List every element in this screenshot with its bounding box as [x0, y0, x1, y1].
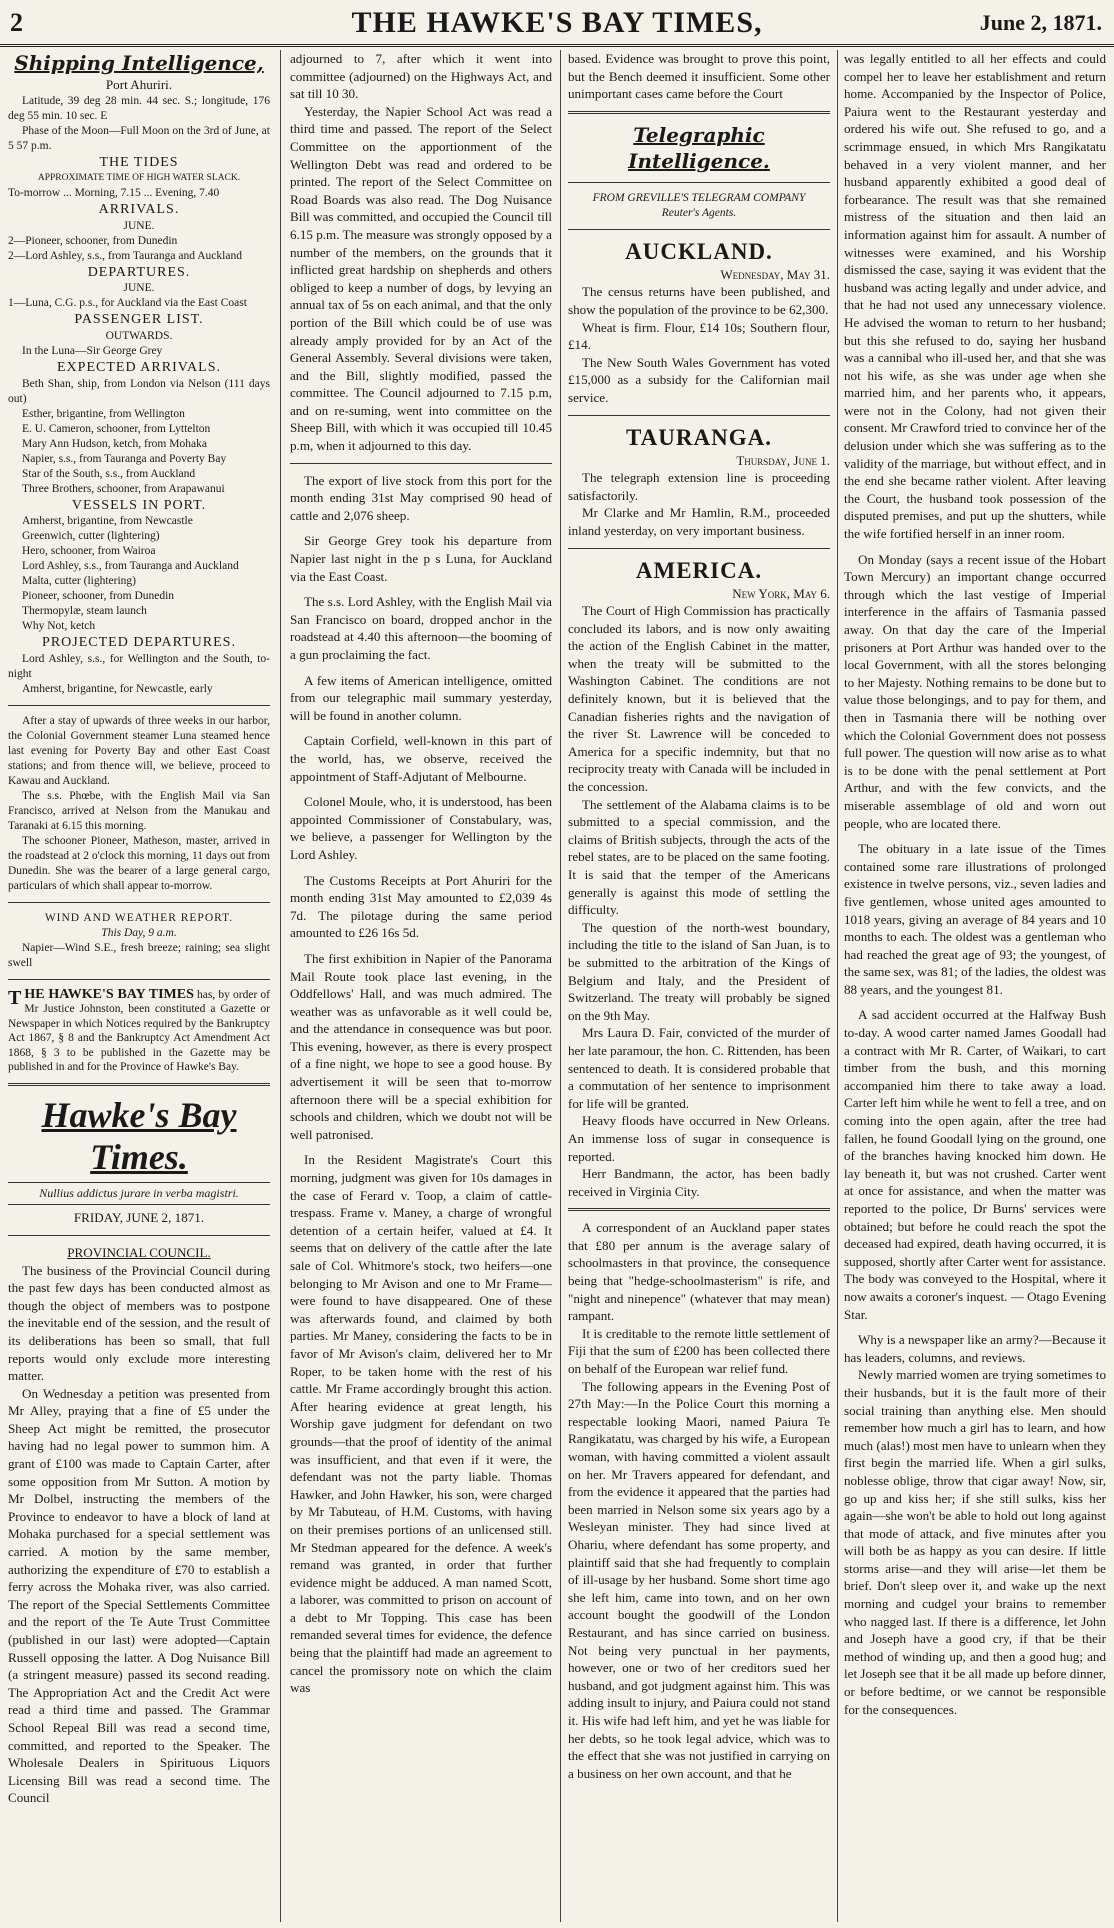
paragraph: After a stay of upwards of three weeks in our harbor, the Colonial Government steamer Luna steamed hence last evening for Poverty Bay and other East Coast stations; and from thence will, we believe, proceed to Kawau and Auckland. — [8, 714, 270, 787]
paragraph: In the Resident Magistrate's Court this morning, judgment was given for 10s damages in the case of Ferard v. Toop, a claim of cattle-trespass. Frame v. Maney, a charge of wrongful detention of a certain heifer, valued at £4. It seems that on delivery of the cattle after the late sale of Col. Whitmore's stock, two heifers—one belonging to Mr Avison and one to Mr Frame—were found to have disappeared. One of these was afterwards found, and claimed by both parties. Mr Maney, considering the facts to be in favor of Mr Avison's claim, delivered her to Mr Roper, to be taken home with the rest of his cattle. Mr Frame accordingly brought this action. After hearing evidence at great length, his Worship gave judgment for defendant on two grounds—that the proof of identity of the animal was insufficient, and that even if it were, the defendant was not the party liable. Thomas Hawker, and John Hawker, his son, were charged by Mr Tabuteau, of H.M. Customs, with having on their premises portions of an unlicensed still. Mr Stedman appeared for the defence. A week's remand was granted, in order that further evidence might be adduced. A man named Scott, a laborer, was committed to prison on account of a debt to Mr Topping. This case has been remanded several times for evidence, the defence being that the plaintiff had made an agreement to cancel the promissory note on which the claim was — [290, 1152, 552, 1696]
paragraph: Wheat is firm. Flour, £14 10s; Southern flour, £14. — [568, 319, 830, 353]
america-heading: AMERICA. — [635, 557, 763, 583]
notice-title: HE HAWKE'S BAY TIMES — [24, 986, 194, 1002]
divider — [8, 902, 270, 903]
latitude-line: Latitude, 39 deg 28 min. 44 sec. S.; longitude, 176 deg 55 min. 10 sec. E — [8, 94, 270, 122]
paragraph: Colonel Moule, who, it is understood, has been appointed Commissioner of Constabulary, was, we believe, a passenger for Wellington by the Lord Ashley. — [290, 794, 552, 862]
column-2 — [290, 50, 552, 1922]
passenger-sub: OUTWARDS. — [105, 329, 173, 342]
column-3 — [568, 50, 830, 1922]
list-item: E. U. Cameron, schooner, from Lyttelton — [22, 422, 211, 435]
divider — [290, 463, 552, 464]
paragraph: The Court of High Commission has practically concluded its labors, and is now only awaiting the action of the English Cabinet in the matter, when the treaty will be submitted to the Washington Cabinet. The conditions are not definitely known, but it is believed that the Canadian fisheries rights and the navigation of the river St. Lawrence will be conceded to America for a specific indemnity, but that no reciprocity treaty with Canada will be included in the concession. — [568, 603, 830, 795]
column-1 — [8, 50, 270, 1922]
divider — [568, 415, 830, 416]
list-item: Beth Shan, ship, from London via Nelson (111 days out) — [8, 377, 270, 405]
arrivals-heading: ARRIVALS. — [98, 202, 180, 218]
column-4 — [844, 50, 1106, 1922]
vessels-heading: VESSELS IN PORT. — [71, 497, 207, 513]
paragraph: Captain Corfield, well-known in this part of the world, has, we observe, received the appointment of Staff-Adjutant of Melbourne. — [290, 733, 552, 784]
weather-line: Napier—Wind S.E., fresh breeze; raining; sea slight swell — [8, 941, 270, 969]
paragraph: Heavy floods have occurred in New Orleans. An immense loss of sugar in consequence is reported. — [568, 1113, 830, 1164]
paragraph: The schooner Pioneer, Matheson, master, arrived in the roadstead at 2 o'clock this morning, 11 days out from Dunedin. She was the bearer of a large general cargo, particulars of which shall appear to-morrow. — [8, 834, 270, 892]
tides-heading: THE TIDES — [99, 154, 179, 170]
tides-note: APPROXIMATE TIME OF HIGH WATER SLACK. — [37, 173, 241, 184]
list-item: 2—Pioneer, schooner, from Dunedin — [8, 234, 178, 247]
paragraph: The first exhibition in Napier of the Panorama Mail Route took place last evening, in the Oddfellows' Hall, and was much admired. The weather was as unfavorable as it well could be, and the attendance in consequence was but poor. This evening, however, as there is every prospect of a fine night, we hope to see a good house. By advertisement it will be seen that to-morrow afternoon there will be a special exhibition for schools and children, which we doubt not will be well patronised. — [290, 950, 552, 1142]
paragraph: A correspondent of an Auckland paper states that £80 per annum is the average salary of schoolmasters in that province, the consequence being that "hedge-schoolmasterism" is rife, and "night and ninepence" (whatever that may mean) rampant. — [568, 1220, 830, 1324]
list-item: Lord Ashley, s.s., for Wellington and the South, to-night — [8, 652, 270, 680]
list-item: Greenwich, cutter (lightering) — [22, 530, 160, 543]
list-item: Hero, schooner, from Wairoa — [22, 545, 156, 558]
list-item: Amherst, brigantine, from Newcastle — [22, 515, 193, 528]
divider — [568, 1208, 830, 1211]
list-item: 2—Lord Ashley, s.s., from Tauranga and Auckland — [8, 249, 242, 262]
list-item: Esther, brigantine, from Wellington — [22, 407, 185, 420]
list-item: Three Brothers, schooner, from Arapawanui — [22, 482, 225, 495]
column-divider — [837, 50, 838, 1922]
paragraph: The obituary in a late issue of the Times contained some rare illustrations of prolonged existence in twelve persons, viz., seven ladies and five gentlemen, whose united ages amounted to 1018 years, giving an average of 84 years and 10 months to each. The oldest was a gentleman who had reached the great age of 93; the youngest, of the same sex, was 81; of the ladies, the oldest was 88 years, and the youngest 81. — [844, 841, 1106, 997]
auckland-heading: AUCKLAND. — [625, 238, 773, 264]
notice-text: has, by order of Mr Justice Johnston, been constituted a Gazette or Newspaper in which Notices required by the Bankruptcy Act 1867, § 8 and the Bankruptcy Act Amendment Act 1868, § 3 to be published in the Gazette may be published in and for the Province of Hawke's Bay. — [8, 988, 270, 1074]
paragraph: Yesterday, the Napier School Act was read a third time and passed. The report of the Select Committee on the apportionment of the Wellington Debt was read and ordered to be printed. The report of the Select Committee on Road Boards was also read. The Dog Nuisance Bill was committed, and occupied the Council till 6.15 p.m. The measure was strongly opposed by a number of the members, on the grounds that it inflicted great hardship on shepherds and others obliged to keep a number of dogs, by levying an annual tax of 5s on each animal, and that the only portion of the Bill which could be of use was already amply provided for by an Act of the General Assembly. Several divisions were taken, and the Bill, slightly modified, passed the committee. The Council adjourned to 7.15 p.m, and on re-suming, went into committee on the Sheep Bill, with which it was occupied till 10.45 p.m, when it adjourned to this day. — [290, 103, 552, 454]
nameplate: Hawke's Bay Times. — [41, 1094, 237, 1177]
paragraph: based. Evidence was brought to prove this point, but the Bench deemed it insufficient. Some other unimportant cases came before the Court — [568, 51, 830, 102]
arrivals-month: JUNE. — [123, 219, 155, 232]
paragraph: The s.s. Lord Ashley, with the English Mail via San Francisco on board, dropped anchor in the roadstead at 4.40 this afternoon—the booming of a gun proclaiming the fact. — [290, 594, 552, 662]
column-divider — [280, 50, 281, 1922]
shipping-heading: Shipping Intelligence, — [14, 51, 264, 75]
dateline: New York, May 6. — [732, 585, 830, 601]
projected-heading: PROJECTED DEPARTURES. — [42, 635, 236, 651]
list-item: Pioneer, schooner, from Dunedin — [22, 590, 175, 603]
divider — [8, 1083, 270, 1086]
telegram-agents: Reuter's Agents. — [661, 206, 737, 219]
weather-time: This Day, 9 a.m. — [101, 926, 177, 939]
paragraph: Mr Clarke and Mr Hamlin, R.M., proceeded inland yesterday, on very important business. — [568, 505, 830, 538]
weather-heading: WIND AND WEATHER REPORT. — [44, 911, 234, 924]
issue-date: FRIDAY, JUNE 2, 1871. — [73, 1210, 205, 1226]
divider — [568, 111, 830, 114]
departures-heading: DEPARTURES. — [87, 264, 191, 280]
list-item: Thermopylæ, steam launch — [22, 605, 147, 618]
moon-phase-line: Phase of the Moon—Full Moon on the 3rd of June, at 5 57 p.m. — [8, 124, 270, 152]
divider — [8, 705, 270, 706]
list-item: Lord Ashley, s.s., from Tauranga and Auckland — [22, 560, 239, 573]
paragraph: On Monday (says a recent issue of the Hobart Town Mercury) an important change occurred through which the last vestige of Imperial interference in the affairs of Tasmania passed away. On that day the care of the Imperial prisoners at Port Arthur was handed over to the local Government, with all the stores belonging to her Majesty. Nothing remains to be done but to value those belongings, and to pay for them, and then in Tasmania there will be nothing over which the Colonial Government does not possess full power. The question will now arise as to what is to be done with the penal settlement at Port Arthur, and with the few convicts, and the miserable assemblage of old and worn out people, who are located there. — [844, 551, 1106, 831]
divider — [568, 548, 830, 549]
paragraph: The business of the Provincial Council during the past few days has been conducted almost as though the object of members was to postpone the inevitable end of the session, and the result of its deliberations has been so small, that full reports would only exclude more interesting matter. — [8, 1262, 270, 1384]
list-item: Napier, s.s., from Tauranga and Poverty Bay — [22, 452, 227, 465]
issue-date-header: June 2, 1871. — [979, 10, 1102, 35]
divider — [568, 229, 830, 230]
dateline: Thursday, June 1. — [736, 452, 830, 468]
port-name: Port Ahuriri. — [105, 77, 173, 92]
divider — [8, 979, 270, 980]
paragraph: The telegraph extension line is proceeding satisfactorily. — [568, 470, 830, 503]
paragraph: Sir George Grey took his departure from Napier last night in the p s Luna, for Auckland via the East Coast. — [290, 533, 552, 584]
paragraph: A few items of American intelligence, omitted from our telegraphic mail summary yesterday, will be found in another column. — [290, 672, 552, 723]
expected-heading: EXPECTED ARRIVALS. — [57, 359, 221, 375]
tauranga-heading: TAURANGA. — [626, 424, 772, 450]
passenger-line: In the Luna—Sir George Grey — [22, 344, 163, 357]
paragraph: The Customs Receipts at Port Ahuriri for the month ending 31st May amounted to £2,039 4s 7d. The pilotage during the same period amounted to £26 16s 5d. — [290, 872, 552, 941]
paragraph: was legally entitled to all her effects and could compel her to leave her establishment and return home. Accompanied by the Inspector of Police, Paiura went to the Restaurant yesterday and ordered his wife out. She refused to go, and a scrimmage ensued, in which Mrs Rangikatatu behaved in a very violent manner, and her husband apparently exhibited a good deal of forbearance. The result was that she remained mistress of the situation and then laid an information against him for assault. A number of witnesses were examined, and his Worship dismissed the case, saying it was evident that the husband was acting legally and under advice, and that he had not used any unnecessary violence. He advised the woman to return to her husband; but this she refused to do, saying her husband was a cannibal who ill-used her, and that she was not his wife, as she was under age when she married him, and her parents who, it appears, were not in the Colony, had not given their consent. Mr Crawford tried to convince her of the delusion under which she was suffering as to the validity of the marriage, but without effect, and in the end she became rather violent. After leaving the Court, the husband took possession of the disputed premises, and put up the shutters, while the wife fortified herself in an inner room. — [844, 51, 1106, 542]
paragraph: It is creditable to the remote little settlement of Fiji that the sum of £200 has been collected there on behalf of the European war relief fund. — [568, 1325, 830, 1377]
list-item: Why Not, ketch — [22, 620, 96, 633]
paragraph: The question of the north-west boundary, including the title to the island of San Juan, is to be submitted to the arbitration of the Kings of Belgium and Italy, and the President of Switzerland. The treaty will probably be signed on the 9th May. — [568, 919, 830, 1023]
paragraph: The census returns have been published, and show the population of the province to be 62,300. — [568, 284, 830, 317]
paragraph: The settlement of the Alabama claims is to be submitted to a special commission, and the claims of British subjects, through the acts of the rebel states, are to be placed on the same footing. It is said that the temper of the Americans generally is against this mode of settling the difficulty. — [568, 796, 830, 918]
paragraph: Herr Bandmann, the actor, has been badly received in Virginia City. — [568, 1166, 830, 1199]
passenger-heading: PASSENGER LIST. — [74, 312, 204, 328]
paragraph: Mrs Laura D. Fair, convicted of the murder of her late paramour, the hon. C. Rittenden, has been sentenced to death. It is considered probable that a commutation of her sentence to imprisonment for life will be granted. — [568, 1025, 830, 1111]
column-divider — [560, 50, 561, 1922]
telegram-company: FROM GREVILLE'S TELEGRAM COMPANY — [592, 191, 806, 204]
list-item: Malta, cutter (lightering) — [22, 575, 137, 588]
gazette-notice — [8, 988, 270, 1075]
page-number: 2 — [10, 8, 23, 37]
council-heading: PROVINCIAL COUNCIL. — [67, 1244, 211, 1260]
paragraph: On Wednesday a petition was presented from Mr Alley, praying that a fine of £5 under the Sheep Act might be remitted, the prosecutor having had no legal power to summon him. A grant of £100 was made to Captain Carter, after some opposition from Mr Sutton. A motion by Mr Dolbel, instructing the members of the Province to endeavor to have a block of land at Mohaka purchased for a special settlement was carried. A motion by the same member, authorizing the expenditure of £70 to establish a ferry across the Mohaka river, was also carried. The report of the Special Settlements Committee and the report of the Te Aute Trust Committee (published in our last) were adopted—Captain Russell opposing the latter. A Dog Nuisance Bill (a stringent measure) passed its second reading. The Appropriation Act and the Credit Act were read a third time and passed. The Grammar School Repeal Bill was read a second time, committed, and reported to the Speaker. The Wholesale Dealers in Spirituous Liquors Licensing Bill was read a second time. The Council — [8, 1385, 270, 1806]
paragraph: The s.s. Phœbe, with the English Mail via San Francisco, arrived at Nelson from the Manukau and Taranaki at 6.15 this morning. — [8, 789, 270, 832]
telegraphic-heading: Telegraphic Intelligence. — [628, 122, 770, 173]
paragraph: A sad accident occurred at the Halfway Bush to-day. A wood carter named James Goodall had a contract with Mr R. Carter, of Waikari, to cart timber from the bush, and this morning accompanied him there to take away a load. Carter left him while he went to fell a tree, and on coming into the open again, after the tree had fallen, he found Goodall lying on the ground, one of the branches having knocked him down. He lay beneath it, but was not crushed. Carter went at once for assistance, and when the matter was reported to the police, Dr Burns' services were obtained; but before he could reach the spot the deceased had expired, death having occurred, it is supposed, shortly after Carter went for assistance. The body was conveyed to the Hospital, where it now awaits a coroner's inquest. — Otago Evening Star. — [844, 1007, 1106, 1322]
tides-line: To-morrow ... Morning, 7.15 ... Evening, 7.40 — [8, 187, 220, 200]
departures-month: JUNE. — [123, 282, 155, 295]
divider — [8, 1235, 270, 1236]
newspaper-title: THE HAWKE'S BAY TIMES, — [351, 6, 763, 39]
motto: Nullius addictus jurare in verba magistri. — [8, 1182, 270, 1206]
list-item: 1—Luna, C.G. p.s., for Auckland via the East Coast — [8, 297, 247, 310]
paragraph: Why is a newspaper like an army?—Because it has leaders, columns, and reviews. — [844, 1332, 1106, 1365]
list-item: Amherst, brigantine, for Newcastle, early — [22, 682, 213, 695]
paragraph: The export of live stock from this port for the month ending 31st May comprised 90 head of cattle and 2,076 sheep. — [290, 472, 552, 523]
paragraph: The following appears in the Evening Post of 27th May:—In the Police Court this morning a respectable looking Maori, named Paiura Te Rangikatatu, was charged by his wife, a European woman, with having committed a violent assault on her. Mr Travers appeared for defendant, and from the evidence it appeared that the parties had been married in Nelson some six years ago by a Wesleyan minister. They had since lived at Ohariu, where defendant has some property, and plaintiff said that she had frequently to complain of ill-usage by her husband. Some short time ago she left him, came into town, and on her own account bought the goodwill of the London Restaurant, and has since carried on business. Not being very punctual in her payments, however, one or two of her creditors sued her husband, and got judgment against him. This was adding insult to injury, and Paiura could not stand it. His wife had left him, and yet he was liable for her debts, so he took legal advice, which was to the effect that she was not justified in carrying on a business on her own account, and that he — [568, 1378, 830, 1781]
list-item: Mary Ann Hudson, ketch, from Mohaka — [22, 437, 207, 450]
drop-cap: T — [8, 986, 22, 1009]
list-item: Star of the South, s.s., from Auckland — [22, 467, 196, 480]
masthead — [0, 0, 1114, 47]
paragraph: adjourned to 7, after which it went into committee (adjourned) on the Highways Act, and sat till 10 30. — [290, 51, 552, 102]
dateline: Wednesday, May 31. — [720, 266, 830, 282]
paragraph: The New South Wales Government has voted £15,000 as a subsidy for the Californian mail service. — [568, 354, 830, 405]
paragraph: Newly married women are trying sometimes to their husbands, but it is the fault more of their social training than anything else. Men should remember how much a girl has to learn, and how much (alas!) most men have to unlearn when they first begin the married life. When a girl sulks, noblesse oblige, throw that cigar away! Now, sir, go up and kiss her; if she still sulks, kiss her again—she won't be able to hold out long against that mode of attack, and five minutes after you will both be as happy as you can desire. If little storms arise—and they will arise—let them be brief. Don't sleep over it, and wake up the next morning and cudgel your brains to remember who nagged last. If there is a difference, let John and Joseph have a good cry, if that be their method of winding up, and then a good hug; and let Joseph see that it be all made up before dinner, or before bedtime, or we cannot be responsible for the consequences. — [844, 1367, 1106, 1717]
divider — [568, 182, 830, 183]
